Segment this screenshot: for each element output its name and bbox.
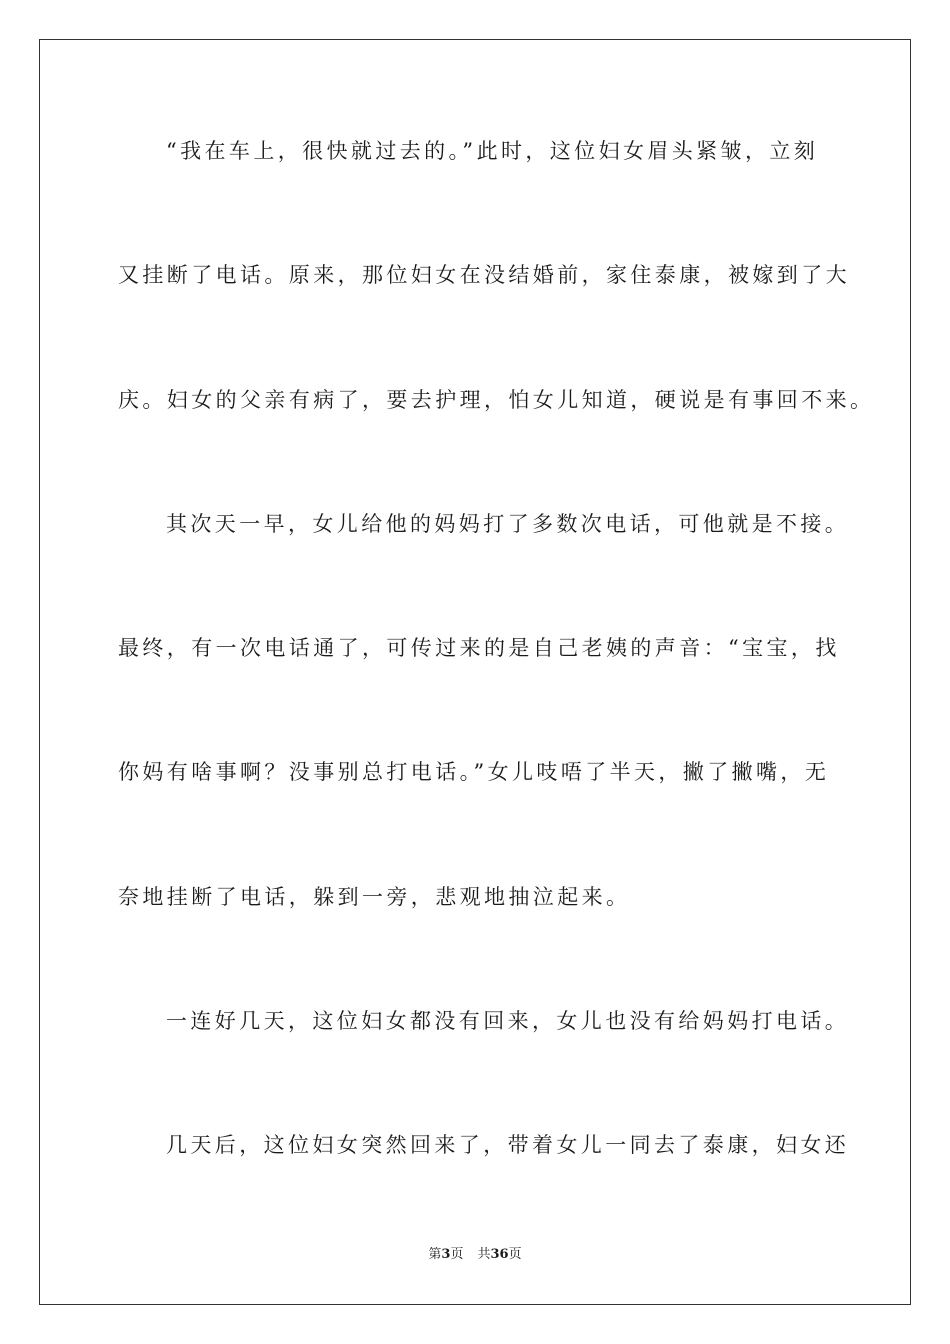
paragraph-line: 最终，有一次电话通了，可传过来的是自己老姨的声音：“宝宝，找 bbox=[118, 636, 840, 660]
paragraph-line: 几天后，这位妇女突然回来了，带着女儿一同去了泰康，妇女还 bbox=[166, 1133, 850, 1157]
paragraph-line: 庆。妇女的父亲有病了，要去护理，怕女儿知道，硬说是有事回不来。 bbox=[118, 388, 875, 412]
paragraph-line: 一连好几天，这位妇女都没有回来，女儿也没有给妈妈打电话。 bbox=[166, 1009, 850, 1033]
page-label-prefix: 第 bbox=[428, 1247, 442, 1262]
page-border bbox=[39, 39, 911, 1305]
paragraph-line: 你妈有啥事啊？没事别总打电话。”女儿吱唔了半天，撇了撇嘴，无 bbox=[118, 760, 830, 784]
paragraph-line: 又挂断了电话。原来，那位妇女在没结婚前，家住泰康，被嫁到了大 bbox=[118, 263, 850, 287]
page-footer bbox=[0, 1246, 950, 1264]
paragraph-line: 奈地挂断了电话，躲到一旁，悲观地抽泣起来。 bbox=[118, 885, 631, 909]
page-label-suffix: 页 bbox=[450, 1247, 464, 1262]
paragraph-line: “我在车上，很快就过去的。”此时，这位妇女眉头紧皱，立刻 bbox=[166, 139, 819, 163]
total-label-prefix: 共 bbox=[477, 1247, 491, 1262]
paragraph-line: 其次天一早，女儿给他的妈妈打了多数次电话，可他就是不接。 bbox=[166, 512, 850, 536]
total-label-suffix: 页 bbox=[508, 1247, 522, 1262]
total-pages: 36 bbox=[490, 1247, 509, 1262]
page-number: 3 bbox=[441, 1247, 451, 1262]
